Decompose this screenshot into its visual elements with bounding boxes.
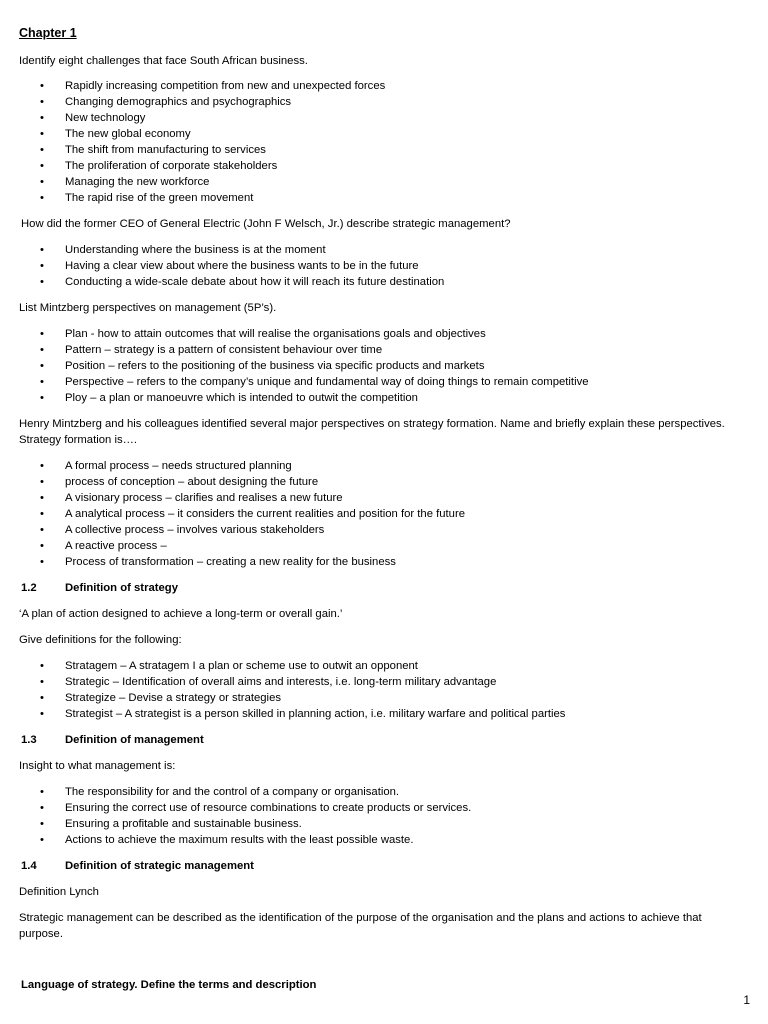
- list-item: • Position – refers to the positioning of the business via specific products and markets: [19, 358, 741, 374]
- list-item: • Ploy – a plan or manoeuvre which is intended to outwit the competition: [19, 390, 741, 406]
- list-item: • New technology: [19, 110, 741, 126]
- lynch-definition: Strategic management can be described as the identification of the purpose of the organisation and the plans and actions to achieve that purpose.: [19, 912, 702, 940]
- section-title: Definition of management: [65, 734, 204, 746]
- formation-list: [19, 458, 741, 570]
- section-heading-1-2: [21, 580, 741, 596]
- list-item: • The new global economy: [19, 126, 741, 142]
- list-item: • Strategic – Identification of overall aims and interests, i.e. long-term military advantage: [19, 674, 741, 690]
- list-item: • The proliferation of corporate stakeholders: [19, 158, 741, 174]
- list-item: • Managing the new workforce: [19, 174, 741, 190]
- question-welsch: How did the former CEO of General Electric (John F Welsch, Jr.) describe strategic management?: [21, 218, 511, 230]
- list-item: • Perspective – refers to the company’s unique and fundamental way of doing things to remain competitive: [19, 374, 741, 390]
- list-item: • Ensuring the correct use of resource combinations to create products or services.: [19, 800, 741, 816]
- list-item: • A reactive process –: [19, 538, 741, 554]
- list-item: • The shift from manufacturing to services: [19, 142, 741, 158]
- section-title: Definition of strategic management: [65, 860, 254, 872]
- list-item: • Strategist – A strategist is a person skilled in planning action, i.e. military warfare and political parties: [19, 706, 741, 722]
- strategy-definition: ‘A plan of action designed to achieve a long-term or overall gain.’: [19, 608, 343, 620]
- definitions-list: [19, 658, 741, 722]
- list-item: • Pattern – strategy is a pattern of consistent behaviour over time: [19, 342, 741, 358]
- management-list: [19, 784, 741, 848]
- question-management: Insight to what management is:: [19, 760, 176, 772]
- list-item: • Having a clear view about where the business wants to be in the future: [19, 258, 741, 274]
- document-body: [19, 24, 741, 993]
- list-item: • Process of transformation – creating a new reality for the business: [19, 554, 741, 570]
- section-title: Definition of strategy: [65, 582, 178, 594]
- list-item: • A collective process – involves various stakeholders: [19, 522, 741, 538]
- challenges-list: [19, 78, 741, 206]
- list-item: • Stratagem – A stratagem I a plan or scheme use to outwit an opponent: [19, 658, 741, 674]
- list-item: • Understanding where the business is at the moment: [19, 242, 741, 258]
- section-heading-1-3: [21, 732, 741, 748]
- question-definitions: Give definitions for the following:: [19, 634, 182, 646]
- question-strategy-formation: Henry Mintzberg and his colleagues identified several major perspectives on strategy formation. Name and briefly explain these perspectives. Strategy formation is….: [19, 418, 725, 446]
- list-item: • process of conception – about designing the future: [19, 474, 741, 490]
- language-of-strategy-heading: Language of strategy. Define the terms and description: [21, 979, 317, 991]
- welsch-list: [19, 242, 741, 290]
- list-item: • Plan - how to attain outcomes that will realise the organisations goals and objectives: [19, 326, 741, 342]
- lynch-label: Definition Lynch: [19, 886, 99, 898]
- list-item: • A visionary process – clarifies and realises a new future: [19, 490, 741, 506]
- section-number: 1.2: [21, 582, 37, 594]
- chapter-title: Chapter 1: [19, 26, 77, 40]
- page-number: 1: [743, 993, 750, 1007]
- section-number: 1.4: [21, 860, 37, 872]
- section-number: 1.3: [21, 734, 37, 746]
- list-item: • The responsibility for and the control of a company or organisation.: [19, 784, 741, 800]
- five-ps-list: [19, 326, 741, 406]
- list-item: • The rapid rise of the green movement: [19, 190, 741, 206]
- list-item: • A formal process – needs structured planning: [19, 458, 741, 474]
- list-item: • A analytical process – it considers the current realities and position for the future: [19, 506, 741, 522]
- list-item: • Changing demographics and psychographics: [19, 94, 741, 110]
- list-item: • Strategize – Devise a strategy or strategies: [19, 690, 741, 706]
- list-item: • Conducting a wide-scale debate about how it will reach its future destination: [19, 274, 741, 290]
- question-five-ps: List Mintzberg perspectives on management (5P’s).: [19, 302, 277, 314]
- list-item: • Rapidly increasing competition from new and unexpected forces: [19, 78, 741, 94]
- list-item: • Ensuring a profitable and sustainable business.: [19, 816, 741, 832]
- list-item: • Actions to achieve the maximum results with the least possible waste.: [19, 832, 741, 848]
- question-challenges: Identify eight challenges that face South African business.: [19, 55, 308, 67]
- section-heading-1-4: [21, 858, 741, 874]
